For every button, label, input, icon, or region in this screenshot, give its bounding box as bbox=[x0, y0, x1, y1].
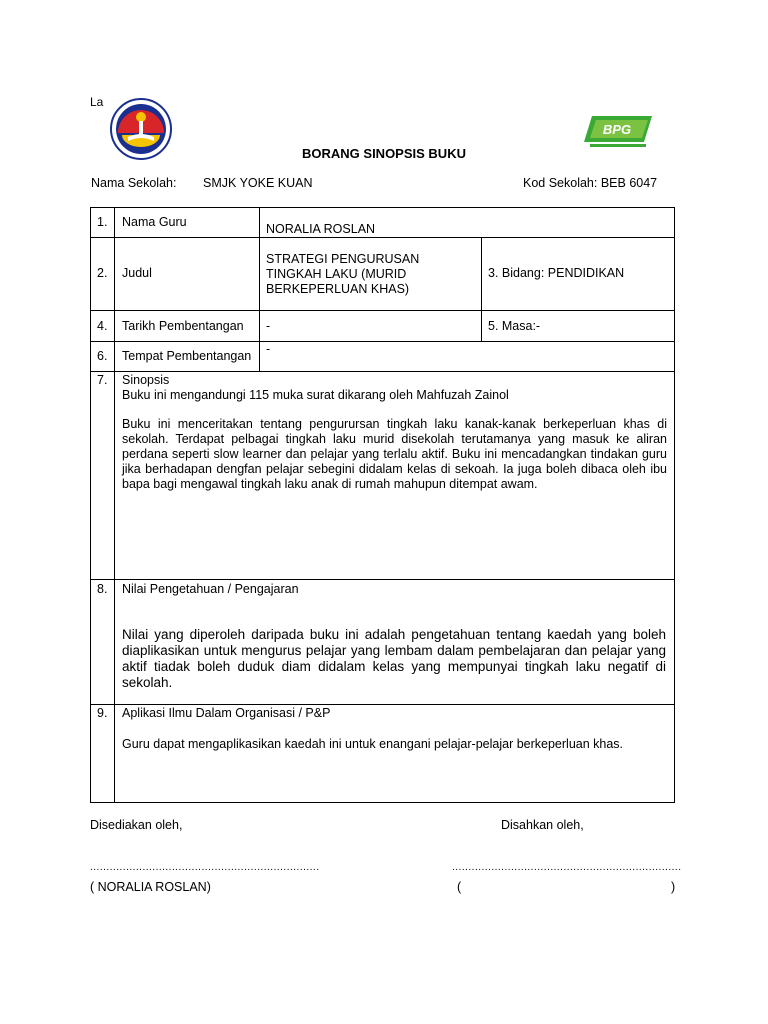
approved-by-close-paren: ) bbox=[671, 880, 676, 894]
row-2-label: Judul bbox=[122, 266, 152, 280]
synopsis-paragraph: Buku ini menceritakan tentang pengurursan tingkah laku kanak-kanak berkeperluan khas di sekolah. Terdapat pelbagai tingkah laku murid disekolah terutamanya yang masuk ke aliran perdana seperti slow learner dan pelajar yang terlalu aktif. Buku ini mencadangkan tindakan guru jika berhadapan dengfan pelajar sebegini didalam kelas di sekoah. Ia juga boleh dibaca oleh ibu bapa bagi mengawal tingkah laku anak di rumah mahupun ditempat awam. bbox=[122, 417, 667, 491]
prepared-by-label: Disediakan oleh, bbox=[90, 818, 183, 832]
row-8-label: Nilai Pengetahuan / Pengajaran bbox=[122, 582, 299, 596]
synopsis-intro: Buku ini mengandungi 115 muka surat dikarang oleh Mahfuzah Zainol bbox=[122, 388, 509, 402]
teacher-name-value: NORALIA ROSLAN bbox=[266, 222, 376, 236]
row-1-label: Nama Guru bbox=[122, 215, 187, 229]
school-name-label: Nama Sekolah: bbox=[91, 176, 177, 190]
row-1-number: 1. bbox=[97, 215, 108, 229]
row-4-number: 4. bbox=[97, 319, 108, 333]
book-title-line-1: STRATEGI PENGURUSAN bbox=[266, 252, 420, 266]
row-7-label: Sinopsis bbox=[122, 373, 170, 387]
time-value: 5. Masa:- bbox=[488, 319, 541, 333]
presentation-place-value: - bbox=[266, 342, 271, 356]
school-code: Kod Sekolah: BEB 6047 bbox=[523, 176, 658, 190]
application-paragraph: Guru dapat mengaplikasikan kaedah ini untuk enangani pelajar-pelajar berkeperluan khas. bbox=[122, 737, 624, 751]
values-paragraph: Nilai yang diperoleh daripada buku ini adalah pengetahuan tentang kaedah yang boleh diaplikasikan untuk mengurus pelajar yang lembam dalam pembelajaran dan pelajar yang aktif tiadak boleh duduk diam didalam kelas yang mempunyai tingkah laku negatif di sekolah. bbox=[122, 627, 666, 690]
field-value: 3. Bidang: PENDIDIKAN bbox=[488, 266, 625, 280]
approved-by-open-paren: ( bbox=[457, 880, 462, 894]
book-title-line-3: BERKEPERLUAN KHAS) bbox=[266, 282, 410, 296]
book-title-value bbox=[266, 252, 419, 297]
approved-by-label: Disahkan oleh, bbox=[501, 818, 584, 832]
row-4-label: Tarikh Pembentangan bbox=[122, 319, 244, 333]
row-6-label: Tempat Pembentangan bbox=[122, 349, 252, 363]
form-title: BORANG SINOPSIS BUKU bbox=[302, 146, 466, 161]
row-9-label: Aplikasi Ilmu Dalam Organisasi / P&P bbox=[122, 706, 331, 720]
row-7-number: 7. bbox=[97, 373, 108, 387]
prepared-by-name: ( NORALIA ROSLAN) bbox=[90, 880, 211, 894]
row-2-number: 2. bbox=[97, 266, 108, 280]
signature-line-left: ...................................................................... bbox=[90, 862, 320, 873]
svg-text:BPG: BPG bbox=[602, 122, 632, 137]
row-6-number: 6. bbox=[97, 349, 108, 363]
school-name-value: SMJK YOKE KUAN bbox=[203, 176, 313, 190]
book-title-line-2: TINGKAH LAKU (MURID bbox=[266, 267, 407, 281]
signature-line-right: ...................................................................... bbox=[452, 862, 682, 873]
row-8-number: 8. bbox=[97, 582, 108, 596]
corner-text: La bbox=[90, 95, 104, 109]
presentation-date-value: - bbox=[266, 319, 271, 333]
row-9-number: 9. bbox=[97, 706, 108, 720]
